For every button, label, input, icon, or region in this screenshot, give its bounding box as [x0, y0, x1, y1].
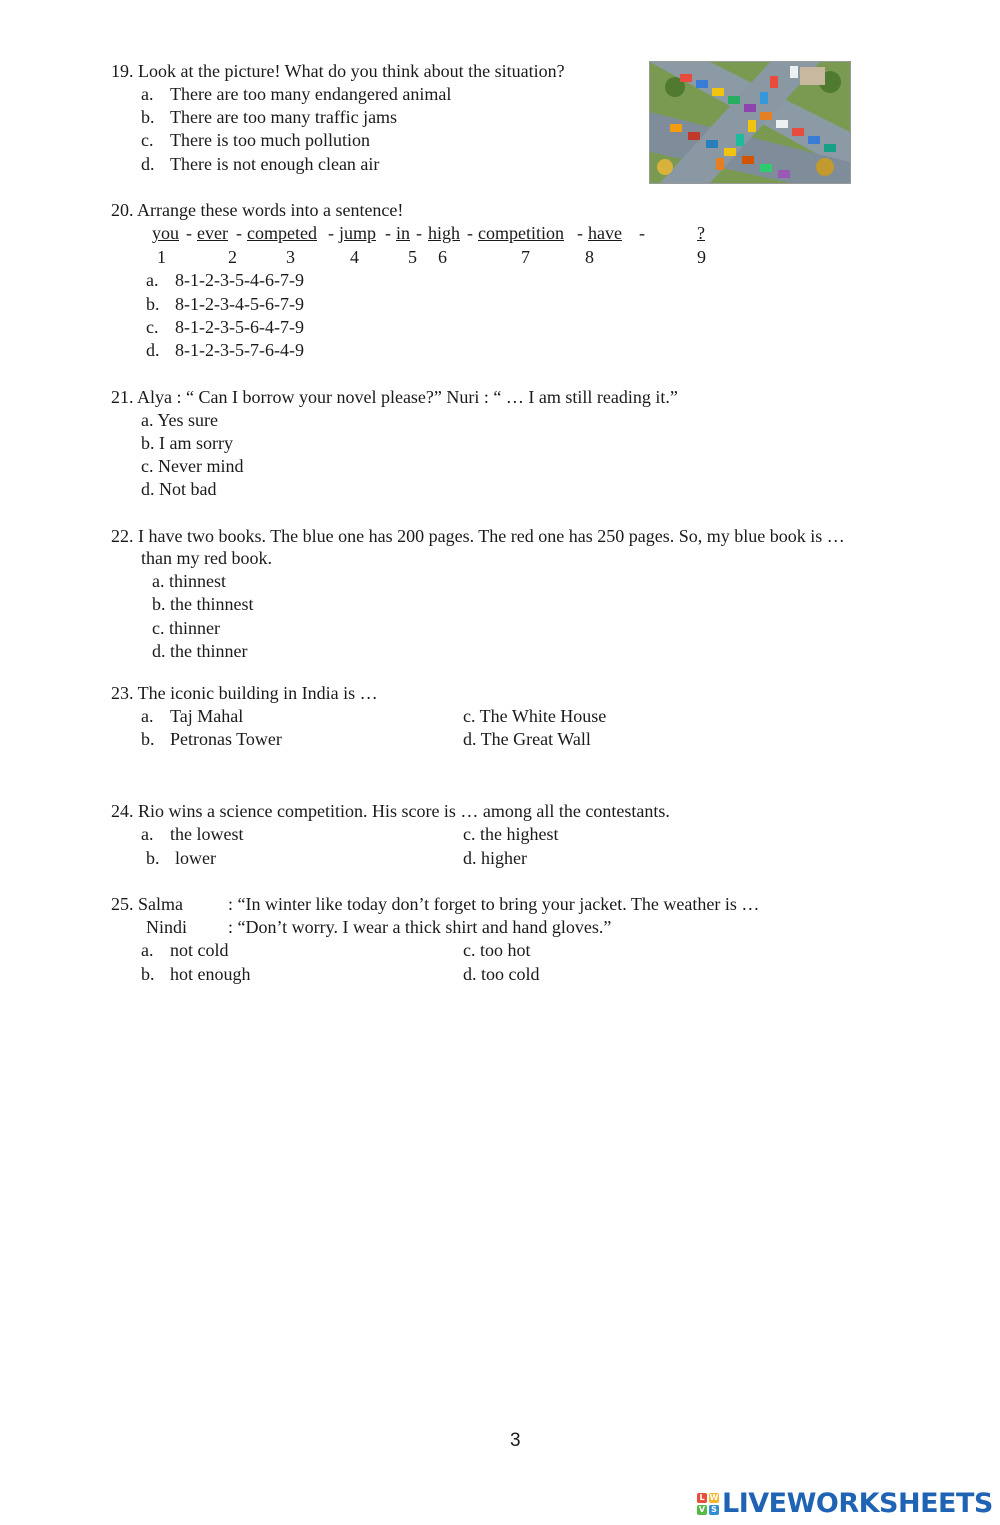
- page-number: 3: [510, 1430, 521, 1451]
- logo-mark-tile: L: [697, 1493, 707, 1503]
- word-number: 3: [286, 247, 295, 267]
- q21-option-c[interactable]: c. Never mind: [141, 456, 244, 476]
- word-in: in: [396, 223, 411, 243]
- word-you: you: [152, 223, 179, 243]
- word-separator: -: [236, 223, 242, 243]
- logo-mark-tile: S: [709, 1505, 719, 1515]
- q21-option-b[interactable]: b. I am sorry: [141, 433, 233, 453]
- q25-option-b-letter: b.: [141, 964, 155, 984]
- q25-option-b-text[interactable]: hot enough: [170, 964, 251, 984]
- logo-mark-tile: W: [709, 1492, 719, 1502]
- q23-option-c[interactable]: c. The White House: [463, 706, 607, 726]
- q19-option-b-text[interactable]: There are too many traffic jams: [170, 107, 398, 127]
- q19-option-a-text[interactable]: There are too many endangered animal: [170, 84, 452, 104]
- word-number: 4: [350, 247, 359, 267]
- word-number: 1: [157, 247, 166, 267]
- q19-option-d-text[interactable]: There is not enough clean air: [170, 154, 380, 174]
- word-ever: ever: [197, 223, 228, 243]
- q24-option-a-letter: a.: [141, 824, 154, 844]
- word-number: 7: [521, 247, 530, 267]
- q23-option-a-text[interactable]: Taj Mahal: [170, 706, 244, 726]
- word-separator: -: [186, 223, 192, 243]
- q20-option-c-letter: c.: [146, 317, 159, 337]
- word-separator: -: [416, 223, 422, 243]
- q19-option-d-letter: d.: [141, 154, 155, 174]
- q23-option-a-letter: a.: [141, 706, 154, 726]
- logo-wordmark: LIVEWORKSHEETS: [722, 1488, 993, 1519]
- q25-option-d[interactable]: d. too cold: [463, 964, 540, 984]
- q20-option-d-text[interactable]: 8-1-2-3-5-7-6-4-9: [175, 340, 304, 360]
- q22-option-a[interactable]: a. thinnest: [152, 571, 226, 591]
- word-separator: -: [467, 223, 473, 243]
- q19-option-c-letter: c.: [141, 130, 154, 150]
- word-high: high: [428, 223, 461, 243]
- q19-option-b-letter: b.: [141, 107, 155, 127]
- q21-stem: 21. Alya : “ Can I borrow your novel please?” Nuri : “ … I am still reading it.”: [111, 387, 678, 407]
- q24-option-c[interactable]: c. the highest: [463, 824, 559, 844]
- q21-option-a[interactable]: a. Yes sure: [141, 410, 219, 430]
- q22-stem-continued: than my red book.: [141, 548, 272, 568]
- word-competition: competition: [478, 223, 564, 243]
- word-separator: -: [577, 223, 583, 243]
- logo-mark-tile: V: [698, 1504, 706, 1514]
- q20-option-b-letter: b.: [146, 294, 160, 314]
- q23-option-b-text[interactable]: Petronas Tower: [170, 729, 282, 749]
- q20-option-d-letter: d.: [146, 340, 160, 360]
- word-competed: competed: [247, 223, 317, 243]
- q25-line-salma: : “In winter like today don’t forget to bring your jacket. The weather is …: [228, 894, 760, 914]
- q22-option-c[interactable]: c. thinner: [152, 618, 220, 638]
- word-number: 6: [438, 247, 447, 267]
- q20-option-c-text[interactable]: 8-1-2-3-5-6-4-7-9: [175, 317, 304, 337]
- liveworksheets-logo: [697, 1488, 993, 1519]
- word-number: 9: [697, 247, 706, 267]
- q22-option-d[interactable]: d. the thinner: [152, 641, 248, 661]
- q25-line-nindi: : “Don’t worry. I wear a thick shirt and hand gloves.”: [228, 917, 612, 937]
- word-question-mark: ?: [697, 223, 705, 243]
- q20-option-b-text[interactable]: 8-1-2-3-4-5-6-7-9: [175, 294, 304, 314]
- q24-option-a-text[interactable]: the lowest: [170, 824, 244, 844]
- logo-mark-icon: [697, 1493, 719, 1515]
- q24-option-b-text[interactable]: lower: [175, 848, 216, 868]
- q25-option-a-letter: a.: [141, 940, 154, 960]
- q23-option-d[interactable]: d. The Great Wall: [463, 729, 591, 749]
- q23-stem: 23. The iconic building in India is …: [111, 683, 378, 703]
- q19-option-a-letter: a.: [141, 84, 154, 104]
- word-separator: -: [639, 223, 645, 243]
- q19-option-c-text[interactable]: There is too much pollution: [170, 130, 370, 150]
- q19-stem: 19. Look at the picture! What do you think about the situation?: [111, 61, 565, 81]
- q25-option-a-text[interactable]: not cold: [170, 940, 229, 960]
- word-number: 8: [585, 247, 594, 267]
- word-number: 5: [408, 247, 417, 267]
- q25-speaker-salma: 25. Salma: [111, 894, 183, 914]
- word-number: 2: [228, 247, 237, 267]
- word-separator: -: [385, 223, 391, 243]
- word-jump: jump: [339, 223, 377, 243]
- q23-option-b-letter: b.: [141, 729, 155, 749]
- q22-stem: 22. I have two books. The blue one has 200 pages. The red one has 250 pages. So, my blue book is …: [111, 526, 845, 546]
- q20-stem: 20. Arrange these words into a sentence!: [111, 200, 404, 220]
- q24-option-d[interactable]: d. higher: [463, 848, 527, 868]
- q25-option-c[interactable]: c. too hot: [463, 940, 531, 960]
- q21-option-d[interactable]: d. Not bad: [141, 479, 217, 499]
- q25-speaker-nindi: Nindi: [146, 917, 188, 937]
- traffic-jam-picture: [649, 61, 851, 184]
- q24-stem: 24. Rio wins a science competition. His score is … among all the contestants.: [111, 801, 670, 821]
- q22-option-b[interactable]: b. the thinnest: [152, 594, 254, 614]
- word-separator: -: [328, 223, 334, 243]
- q24-option-b-letter: b.: [146, 848, 160, 868]
- q20-option-a-letter: a.: [146, 270, 159, 290]
- word-have: have: [588, 223, 622, 243]
- q20-option-a-text[interactable]: 8-1-2-3-5-4-6-7-9: [175, 270, 304, 290]
